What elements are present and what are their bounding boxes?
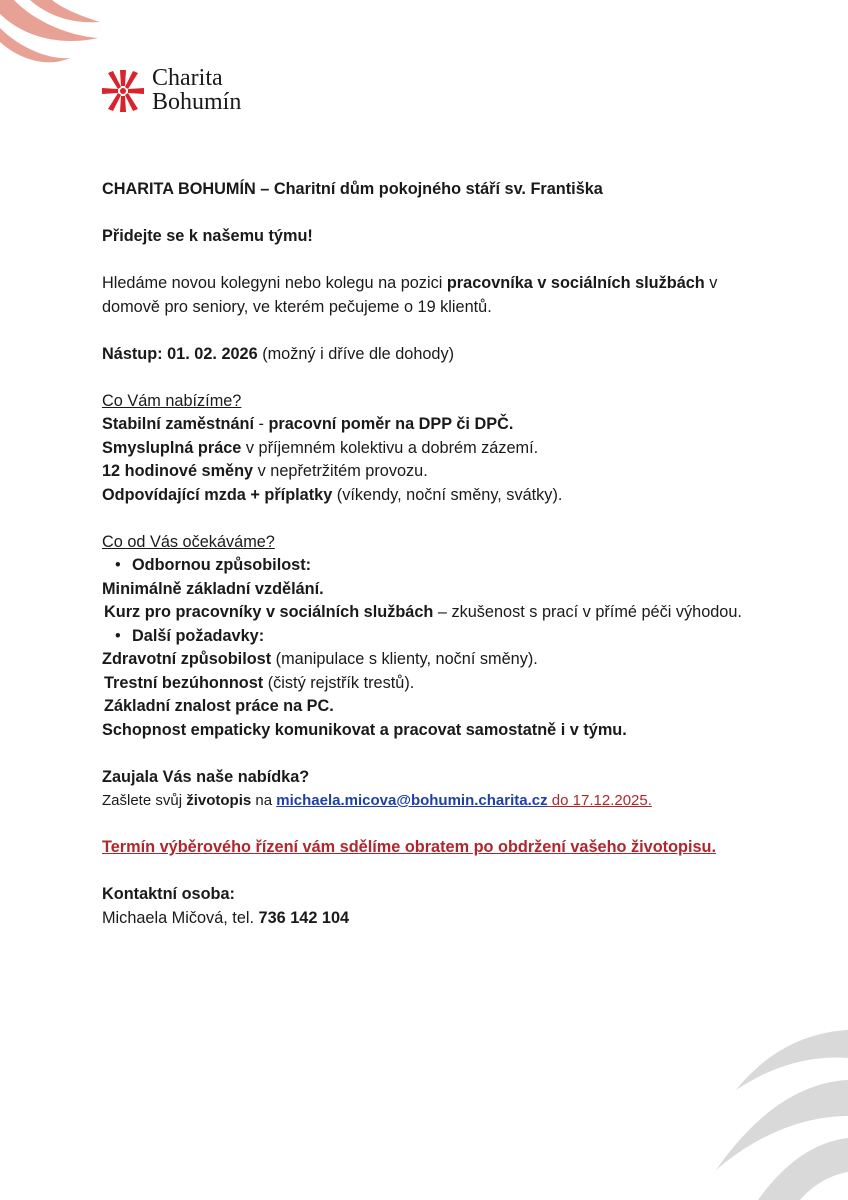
logo-line-1: Charita bbox=[152, 65, 223, 91]
bullet-qualification-text: Odbornou způsobilost: bbox=[132, 556, 312, 574]
expect-title: Co od Vás očekáváme? bbox=[102, 532, 275, 551]
apply-pre: Zašlete svůj bbox=[102, 792, 187, 809]
decorative-swoosh-top bbox=[0, 0, 110, 75]
intro-paragraph bbox=[102, 272, 742, 319]
offer-item-bold: Stabilní zaměstnání bbox=[102, 415, 254, 433]
criminal-text: (čistý rejstřík trestů). bbox=[263, 673, 415, 692]
course-requirement bbox=[102, 601, 742, 625]
offer-item-text: v příjemném kolektivu a dobrém zázemí. bbox=[241, 438, 539, 457]
bullet-other-text: Další požadavky: bbox=[132, 626, 265, 645]
intro-pre: Hledáme novou kolegyni nebo kolegu na pozici bbox=[102, 274, 447, 292]
course-bold: Kurz pro pracovníky v sociálních službách bbox=[104, 603, 434, 621]
course-text: – zkušenost s prací v přímé péči výhodou. bbox=[433, 603, 742, 621]
email-link[interactable]: michaela.micova@bohumin.charita.cz bbox=[276, 792, 548, 809]
join-team-heading: Přidejte se k našemu týmu! bbox=[102, 227, 313, 245]
offer-item-text: (víkendy, noční směny, svátky). bbox=[332, 485, 563, 504]
offer-item-bold2: pracovní poměr na DPP či DPČ. bbox=[268, 415, 514, 433]
bullet-dot-icon: • bbox=[115, 626, 121, 645]
offer-item bbox=[102, 484, 742, 508]
apply-deadline: do 17.12.2025. bbox=[547, 792, 652, 809]
decorative-swoosh-bottom bbox=[688, 1020, 848, 1200]
contact-label: Kontaktní osoba: bbox=[102, 885, 235, 903]
page-heading: CHARITA BOHUMÍN – Charitní dům pokojného stáří sv. Františka bbox=[102, 180, 603, 198]
selection-notice: Termín výběrového řízení vám sdělíme obratem po obdržení vašeho životopisu. bbox=[102, 838, 717, 856]
bullet-other bbox=[102, 625, 742, 649]
apply-cv: životopis bbox=[186, 792, 252, 809]
charita-cross-icon bbox=[100, 68, 146, 114]
offer-title: Co Vám nabízíme? bbox=[102, 391, 242, 410]
logo-text bbox=[152, 66, 241, 114]
offer-item-bold: 12 hodinové směny bbox=[102, 462, 254, 480]
offer-item-text: - bbox=[254, 415, 269, 433]
bullet-dot-icon: • bbox=[115, 556, 121, 574]
start-note: (možný i dříve dle dohody) bbox=[257, 344, 455, 363]
criminal-bold: Trestní bezúhonnost bbox=[104, 673, 264, 692]
intro-role: pracovníka v sociálních službách bbox=[446, 274, 705, 292]
apply-na: na bbox=[251, 792, 277, 809]
apply-instructions bbox=[102, 789, 742, 813]
education-requirement: Minimálně základní vzdělání. bbox=[102, 579, 324, 598]
health-bold: Zdravotní způsobilost bbox=[102, 650, 272, 668]
contact-name: Michaela Mičová, tel. bbox=[102, 908, 259, 927]
health-text: (manipulace s klienty, noční směny). bbox=[271, 650, 538, 668]
criminal-requirement bbox=[102, 672, 742, 696]
offer-item bbox=[102, 413, 742, 437]
pc-requirement: Základní znalost práce na PC. bbox=[104, 697, 334, 715]
contact-phone: 736 142 104 bbox=[258, 908, 350, 927]
job-ad-content bbox=[102, 178, 742, 930]
health-requirement bbox=[102, 648, 742, 672]
start-date bbox=[102, 343, 742, 367]
empathy-requirement: Schopnost empaticky komunikovat a pracovat samostatně i v týmu. bbox=[102, 720, 627, 739]
contact-line bbox=[102, 907, 742, 931]
charita-logo bbox=[100, 66, 270, 118]
start-label: Nástup: 01. 02. 2026 bbox=[102, 344, 258, 363]
offer-item bbox=[102, 460, 742, 484]
offer-item-bold: Odpovídající mzda + příplatky bbox=[102, 485, 333, 504]
offer-item-bold: Smysluplná práce bbox=[102, 438, 242, 457]
bullet-qualification bbox=[102, 554, 742, 578]
offer-item bbox=[102, 437, 742, 461]
logo-line-2: Bohumín bbox=[152, 89, 242, 115]
offer-item-text: v nepřetržitém provozu. bbox=[253, 462, 428, 480]
intro-post: v domově pro seniory, ve kterém pečujeme o 19 klientů. bbox=[102, 274, 718, 316]
apply-question: Zaujala Vás naše nabídka? bbox=[102, 767, 310, 786]
